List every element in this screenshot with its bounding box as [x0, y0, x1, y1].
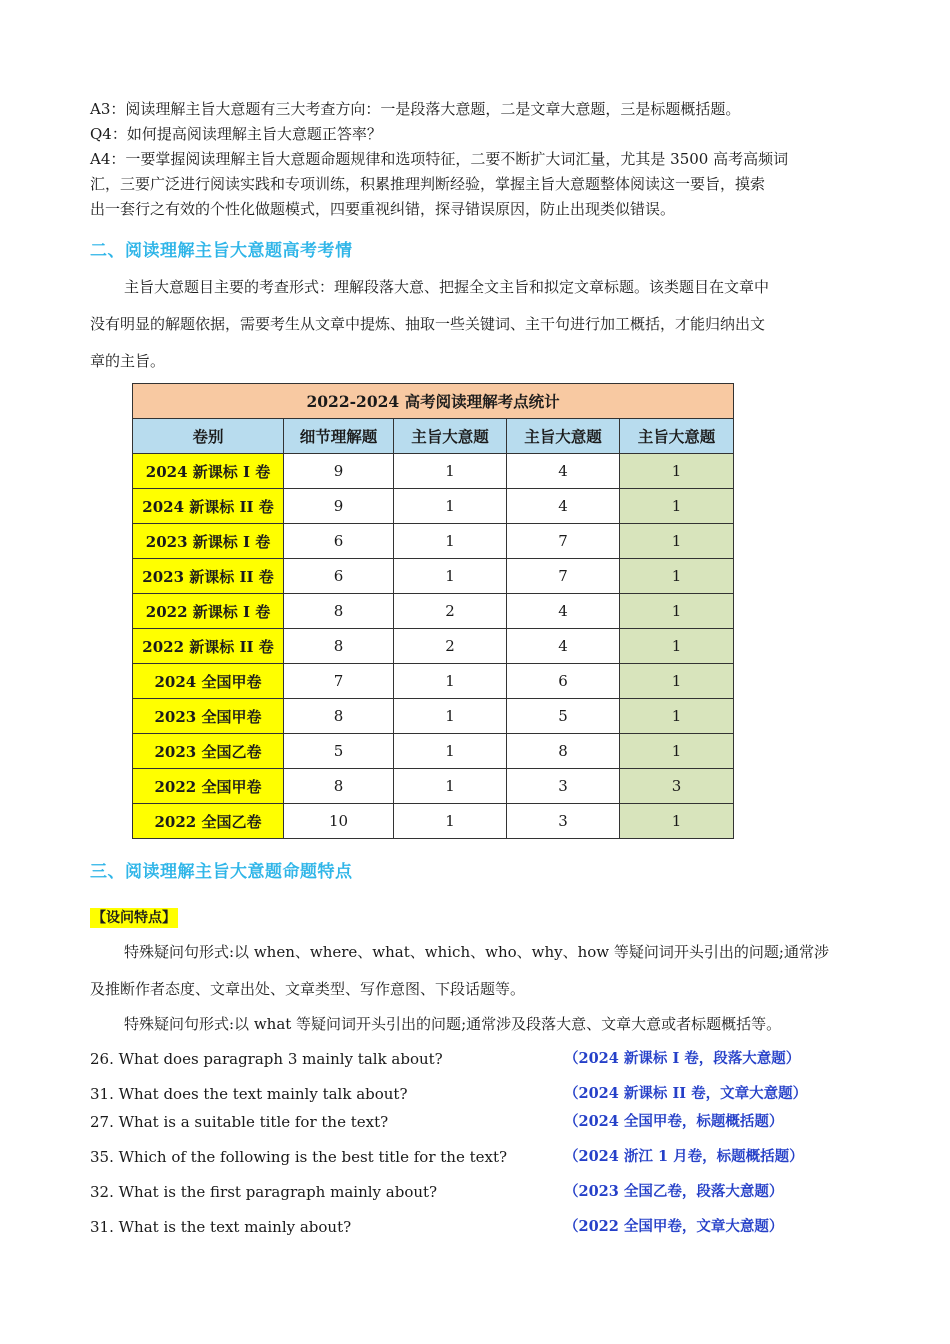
table-cell: 1 [394, 769, 507, 804]
table-cell: 1 [394, 699, 507, 734]
section-2-para-line2: 没有明显的解题依据，需要考生从文章中提炼、抽取一些关键词、主干句进行加工概括，才能归纳出文 [90, 315, 766, 333]
table-cell: 1 [620, 559, 734, 594]
table-cell-paper: 2022 全国乙卷 [133, 804, 284, 839]
section-3-para2: 特殊疑问句形式:以 what 等疑问词开头引出的问题;通常涉及段落大意、文章大意或者标题概括等。 [124, 1015, 782, 1033]
column-header: 主旨大意题 [507, 419, 620, 454]
table-cell: 9 [284, 454, 394, 489]
section-3-para1-line1: 特殊疑问句形式:以 when、where、what、which、who、why、how 等疑问词开头引出的问题;通常涉 [124, 943, 829, 961]
column-header: 主旨大意题 [620, 419, 734, 454]
table-cell: 8 [284, 629, 394, 664]
table-row [133, 629, 734, 664]
column-header: 主旨大意题 [394, 419, 507, 454]
table-row [133, 489, 734, 524]
section-2-heading: 二、阅读理解主旨大意题高考考情 [90, 241, 353, 261]
table-header-row [133, 419, 734, 454]
table-cell: 1 [620, 804, 734, 839]
table-cell: 3 [507, 769, 620, 804]
section-2-para-line3: 章的主旨。 [90, 352, 166, 370]
table-cell: 1 [620, 594, 734, 629]
table-cell-paper: 2022 新课标 II 卷 [133, 629, 284, 664]
table-cell: 8 [507, 734, 620, 769]
example-question: 26. What does paragraph 3 mainly talk about? [90, 1050, 443, 1068]
example-source: （2023 全国乙卷，段落大意题） [564, 1183, 784, 1200]
question-q4: Q4：如何提高阅读理解主旨大意题正答率？ [90, 125, 382, 143]
example-question-row [90, 1180, 870, 1204]
table-cell: 5 [507, 699, 620, 734]
table-row [133, 524, 734, 559]
table-cell: 7 [507, 524, 620, 559]
section-3-heading: 三、阅读理解主旨大意题命题特点 [90, 862, 353, 882]
table-cell: 1 [620, 664, 734, 699]
table-cell: 1 [620, 524, 734, 559]
table-cell: 6 [284, 524, 394, 559]
table-cell: 1 [620, 734, 734, 769]
answer-a4-line2: 汇，三要广泛进行阅读实践和专项训练，积累推理判断经验，掌握主旨大意题整体阅读这一要旨，摸索 [90, 175, 766, 193]
table-cell: 1 [620, 489, 734, 524]
table-cell: 10 [284, 804, 394, 839]
table-cell: 1 [620, 699, 734, 734]
table-cell: 8 [284, 769, 394, 804]
example-question: 31. What is the text mainly about? [90, 1218, 352, 1236]
table-cell: 4 [507, 629, 620, 664]
answer-a3: A3：阅读理解主旨大意题有三大考查方向：一是段落大意题，二是文章大意题，三是标题概括题。 [90, 100, 741, 118]
question-features-tag: 【设问特点】 [92, 910, 176, 926]
table-cell: 3 [507, 804, 620, 839]
table-row [133, 594, 734, 629]
table-cell: 5 [284, 734, 394, 769]
qa-block [90, 97, 860, 222]
example-source: （2024 全国甲卷，标题概括题） [564, 1113, 784, 1130]
example-question-row [90, 1047, 870, 1071]
column-header: 细节理解题 [284, 419, 394, 454]
table-row [133, 454, 734, 489]
example-question-row [90, 1110, 870, 1134]
table-cell: 4 [507, 594, 620, 629]
table-row [133, 699, 734, 734]
table-cell: 3 [620, 769, 734, 804]
table-cell: 1 [394, 664, 507, 699]
table-row [133, 769, 734, 804]
table-cell-paper: 2023 新课标 II 卷 [133, 559, 284, 594]
table-cell: 1 [394, 804, 507, 839]
table-cell: 1 [394, 734, 507, 769]
table-cell: 1 [620, 454, 734, 489]
stats-table [132, 383, 734, 839]
section-3-paragraph-2 [90, 1012, 865, 1036]
table-cell: 1 [394, 454, 507, 489]
example-source: （2024 新课标 II 卷，文章大意题） [564, 1085, 808, 1102]
table-cell: 2 [394, 629, 507, 664]
table-cell: 1 [620, 629, 734, 664]
table-cell-paper: 2022 新课标 I 卷 [133, 594, 284, 629]
example-question-row [90, 1215, 870, 1239]
table-cell: 1 [394, 524, 507, 559]
table-cell-paper: 2023 全国乙卷 [133, 734, 284, 769]
table-cell: 4 [507, 454, 620, 489]
table-row [133, 734, 734, 769]
table-cell: 7 [284, 664, 394, 699]
table-row [133, 559, 734, 594]
section-2-paragraph [90, 269, 860, 380]
table-cell-paper: 2024 新课标 II 卷 [133, 489, 284, 524]
table-cell: 6 [507, 664, 620, 699]
table-cell: 1 [394, 489, 507, 524]
table-cell-paper: 2024 新课标 I 卷 [133, 454, 284, 489]
table-cell: 6 [284, 559, 394, 594]
answer-a4-line1: A4：一要掌握阅读理解主旨大意题命题规律和选项特征，二要不断扩大词汇量，尤其是 3500 高考高频词 [90, 150, 789, 168]
answer-a4-line3: 出一套行之有效的个性化做题模式，四要重视纠错，探寻错误原因，防止出现类似错误。 [90, 200, 676, 218]
table-title: 2022-2024 高考阅读理解考点统计 [133, 384, 734, 419]
table-cell: 8 [284, 594, 394, 629]
section-3-paragraph [90, 934, 865, 1008]
table-cell-paper: 2022 全国甲卷 [133, 769, 284, 804]
example-source: （2024 浙江 1 月卷，标题概括题） [564, 1148, 804, 1165]
example-source: （2022 全国甲卷，文章大意题） [564, 1218, 784, 1235]
example-question: 32. What is the first paragraph mainly about? [90, 1183, 438, 1201]
example-question-row [90, 1145, 870, 1169]
example-question: 35. Which of the following is the best title for the text? [90, 1148, 508, 1166]
table-cell-paper: 2024 全国甲卷 [133, 664, 284, 699]
table-cell-paper: 2023 新课标 I 卷 [133, 524, 284, 559]
example-question: 27. What is a suitable title for the text? [90, 1113, 389, 1131]
table-title-row [133, 384, 734, 419]
example-question-row [90, 1082, 870, 1106]
table-cell-paper: 2023 全国甲卷 [133, 699, 284, 734]
section-3-para1-line2: 及推断作者态度、文章出处、文章类型、写作意图、下段话题等。 [90, 980, 526, 998]
table-cell: 9 [284, 489, 394, 524]
table-cell: 1 [394, 559, 507, 594]
table-cell: 8 [284, 699, 394, 734]
table-cell: 2 [394, 594, 507, 629]
table-cell: 7 [507, 559, 620, 594]
column-header: 卷别 [133, 419, 284, 454]
section-2-para-line1: 主旨大意题目主要的考查形式：理解段落大意、把握全文主旨和拟定文章标题。该类题目在文章中 [124, 278, 770, 296]
example-source: （2024 新课标 I 卷，段落大意题） [564, 1050, 801, 1067]
example-question: 31. What does the text mainly talk about? [90, 1085, 408, 1103]
table-cell: 4 [507, 489, 620, 524]
table-row [133, 664, 734, 699]
table-row [133, 804, 734, 839]
